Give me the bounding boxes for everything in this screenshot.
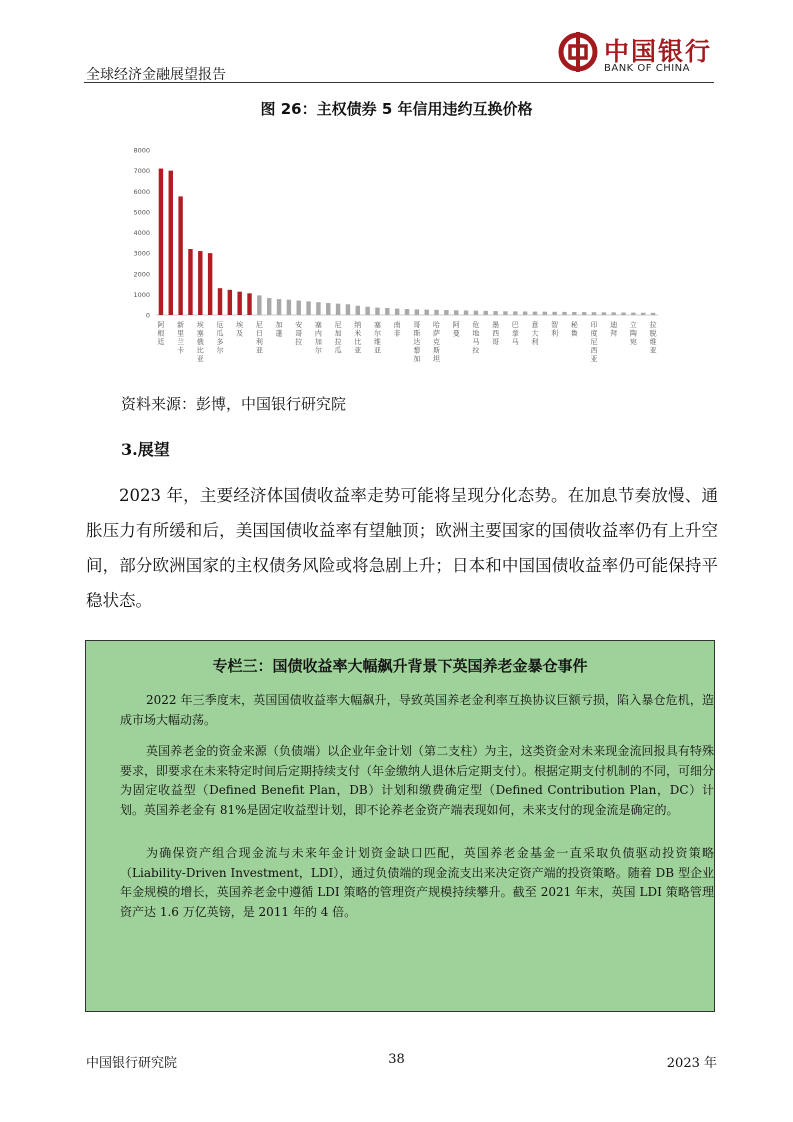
bar — [208, 253, 212, 315]
y-tick-label: 7000 — [133, 167, 150, 176]
bar — [513, 311, 517, 315]
y-tick-label: 2000 — [133, 270, 150, 279]
x-category-label: 拉脱维亚 — [649, 321, 657, 355]
bar — [631, 313, 635, 315]
bar — [552, 312, 556, 315]
box-paragraph: 2022 年三季度末，英国国债收益率大幅飙升，导致英国养老金利率互换协议巨额亏损，陷入暴仓危机，造成市场大幅动荡。 — [120, 693, 714, 727]
x-category-label: 智利 — [551, 321, 559, 338]
x-category-label: 尼日利亚 — [255, 321, 263, 355]
bar — [592, 312, 596, 315]
box-paragraph: 英国养老金的资金来源（负债端）以企业年金计划（第二支柱）为主，这类资金对未来现金流回报具有特殊要求，即要求在未来特定时间后定期持续支付（年金缴纳人退休后定期支付）。根据定期支付机制的不同，可细分为固定收益型（Defined Benefit Plan，DB）计划和缴费确定型（Defined Contribution Plan，DC）计划。英国养老金有 81%是固定收益型计划，即不论养老金资产端表现如何，未来支付的现金流是确定的。 — [120, 744, 715, 817]
x-category-label: 危地马拉 — [472, 321, 480, 355]
x-category-label: 埃及 — [236, 321, 244, 338]
bar — [424, 310, 428, 315]
bar — [159, 169, 163, 315]
bank-logo — [558, 30, 718, 78]
y-tick-label: 5000 — [133, 208, 150, 217]
bar — [306, 301, 310, 315]
footer-org: 中国银行研究院 — [86, 1056, 178, 1071]
bar — [375, 308, 379, 315]
column-box — [85, 640, 715, 1012]
bar — [198, 251, 202, 315]
bar — [178, 196, 182, 315]
bar — [267, 298, 271, 315]
bar — [444, 310, 448, 315]
bar — [395, 309, 399, 315]
bar — [237, 292, 241, 315]
bar — [346, 304, 350, 315]
bar — [188, 249, 192, 315]
x-category-label: 塞内加尔 — [314, 321, 322, 355]
x-category-label: 南非 — [393, 321, 401, 338]
x-category-label: 安哥拉 — [295, 321, 303, 346]
x-category-label: 尼加拉瓜 — [334, 321, 342, 355]
bar — [228, 290, 232, 315]
bar — [533, 312, 537, 315]
outlook-paragraph: 2023 年，主要经济体国债收益率走势可能将呈现分化态势。在加息节奏放慢、通胀压力有所缓和后，美国国债收益率有望触顶；欧洲主要国家的国债收益率仍有上升空间，部分欧洲国家的主权债务风险或将急剧上升；日本和中国国债收益率仍可能保持平稳状态。 — [86, 486, 718, 610]
bar — [562, 312, 566, 315]
bar — [474, 311, 478, 315]
bar — [572, 312, 576, 315]
bar — [484, 311, 488, 315]
bar — [326, 303, 330, 315]
bank-of-china-emblem-icon — [558, 32, 598, 72]
bar — [336, 304, 340, 315]
figure-source: 资料来源：彭博，中国银行研究院 — [121, 395, 347, 413]
x-category-label: 塞尔维亚 — [373, 321, 381, 355]
y-tick-label: 6000 — [133, 187, 150, 196]
y-tick-label: 1000 — [133, 290, 150, 299]
x-category-label: 印度尼西亚 — [590, 321, 598, 363]
bar — [611, 312, 615, 315]
x-category-label: 秘鲁 — [570, 321, 578, 338]
bar — [385, 308, 389, 315]
x-category-label: 墨西哥 — [492, 321, 500, 346]
bar — [602, 312, 606, 315]
figure-title: 图 26：主权债券 5 年信用违约互换价格 — [260, 100, 533, 118]
x-category-label: 巴拿马 — [511, 321, 519, 346]
bar — [415, 309, 419, 315]
bar — [493, 311, 497, 315]
x-category-label: 纳米比亚 — [354, 321, 362, 355]
report-title: 全球经济金融展望报告 — [86, 67, 226, 83]
logo-chinese-name: 中国银行 — [604, 37, 713, 66]
box-paragraph: 为确保资产组合现金流与未来年金计划资金缺口匹配，英国养老金基金一直采取负债驱动投资策略（Liability-Driven Investment，LDI），通过负债端的现金流支出来决定资产端的投资策略。随着 DB 型企业年金规模的增长，英国养老金中遵循 LDI 策略的管理资产规模持续攀升。截至 2021 年末，英国 LDI 策略管理资产达 1.6 万亿英镑，是 2011 年的 4 倍。 — [120, 846, 714, 919]
bar — [365, 307, 369, 315]
bar — [277, 299, 281, 315]
bar — [405, 309, 409, 315]
bar — [543, 312, 547, 315]
y-tick-label: 4000 — [133, 229, 150, 237]
x-category-label: 新里兰卡 — [177, 321, 185, 355]
bar — [169, 171, 173, 315]
bar — [257, 295, 261, 315]
x-category-label: 立陶宛 — [629, 321, 637, 346]
bar — [247, 293, 251, 315]
bar — [641, 313, 645, 315]
bar — [218, 288, 222, 315]
bar — [621, 313, 625, 315]
bar — [434, 310, 438, 315]
x-category-label: 埃塞俄比亚 — [196, 321, 204, 363]
bar — [287, 300, 291, 315]
y-tick-label: 3000 — [133, 249, 150, 258]
bar — [356, 306, 360, 315]
bar — [503, 311, 507, 315]
page-number: 38 — [388, 1052, 405, 1067]
bar — [297, 301, 301, 315]
bar — [316, 302, 320, 315]
x-category-label: 哥斯达黎加 — [413, 321, 421, 363]
bar — [523, 311, 527, 315]
x-category-label: 迪拜 — [610, 321, 618, 338]
x-category-label: 意大利 — [531, 321, 539, 346]
y-tick-label: 8000 — [133, 146, 150, 155]
bar — [454, 310, 458, 315]
footer-year: 2023 年 — [666, 1056, 717, 1071]
box-title: 专栏三：国债收益率大幅飙升背景下英国养老金暴仓事件 — [212, 657, 588, 675]
y-tick-label: 0 — [145, 311, 150, 320]
header-divider — [84, 82, 714, 83]
bar — [464, 310, 468, 315]
x-category-label: 阿根廷 — [157, 321, 165, 346]
x-category-label: 阿曼 — [452, 321, 460, 338]
section-heading: 3.展望 — [121, 440, 170, 459]
x-category-label: 厄瓜多尔 — [216, 321, 224, 355]
logo-english-name: BANK OF CHINA — [604, 63, 690, 74]
cds-bar-chart — [120, 140, 665, 375]
bar — [651, 313, 655, 315]
bar — [582, 312, 586, 315]
x-category-label: 加蓬 — [275, 321, 283, 338]
x-category-label: 哈萨克斯坦 — [433, 321, 441, 363]
